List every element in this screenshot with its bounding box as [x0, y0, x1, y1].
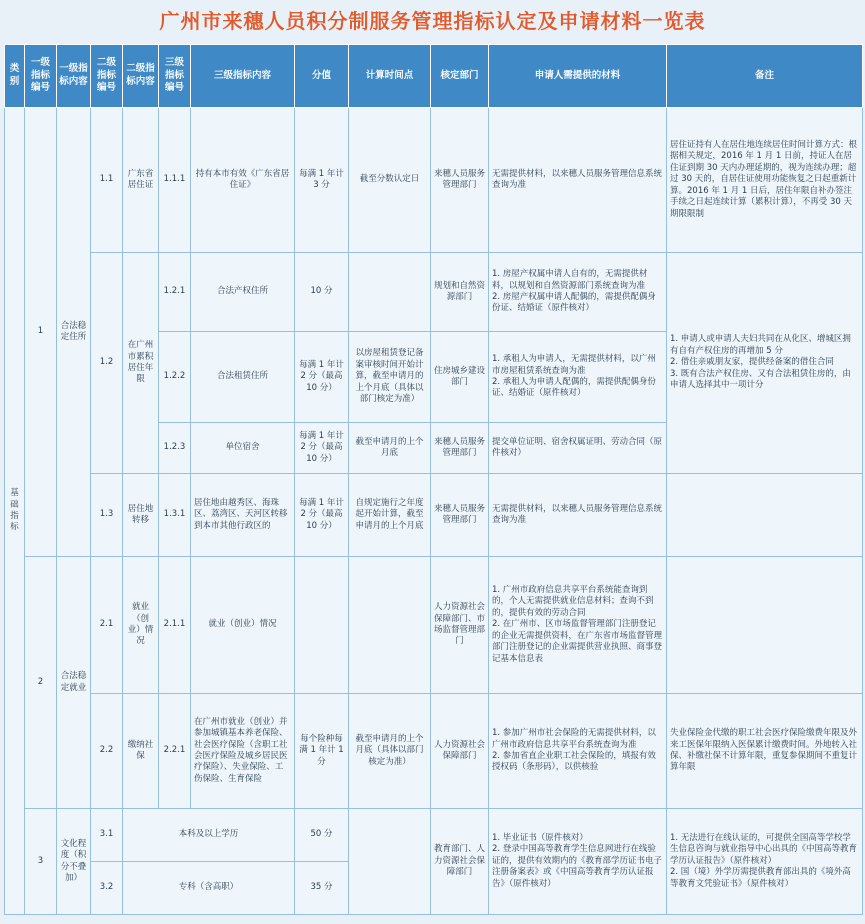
- l3-no-cell: 2.1.1: [159, 557, 191, 694]
- header-notes: 备注: [667, 45, 863, 108]
- dept-cell: 来穗人员服务管理部门: [431, 423, 489, 474]
- header-time-point: 计算时间点: [349, 45, 431, 108]
- dept-cell: 人力资源社会保障部门: [431, 694, 489, 809]
- l3-content-cell: 在广州市就业（创业）并参加城镇基本养老保险、社会医疗保险（含职工社会医疗保险及城乡居民医疗保险）、失业保险、工伤保险、生育保险: [191, 694, 295, 809]
- materials-cell: 无需提供材料，以来穗人员服务管理信息系统查询为准: [489, 474, 667, 557]
- score-cell: 每满 1 年计 2 分（最高 10 分）: [295, 423, 349, 474]
- score-cell: 50 分: [295, 809, 349, 862]
- l3-content-cell: 就业（创业）情况: [191, 557, 295, 694]
- materials-cell: 1. 广州市政府信息共享平台系统能查询到的，个人无需提供就业信息材料；查询不到的，提供有效的劳动合同 2. 在广州市、区市场监督管理部门注册登记的企业无需提供资料，在广东省市场监督管理部门注册登记的企业需提供营业执照、商事登记基本信息表: [489, 557, 667, 694]
- dept-cell: 来穗人员服务管理部门: [431, 108, 489, 253]
- header-score: 分值: [295, 45, 349, 108]
- materials-cell: 1. 参加广州市社会保险的无需提供材料，以广州市政府信息共享平台系统查询为准 2. 参加省直企业职工社会保险的，填报有效授权码（条形码），以供核验: [489, 694, 667, 809]
- l2-content-cell: 缴纳社保: [123, 694, 159, 809]
- score-cell: 每满 1 年计 2 分（最高 10 分）: [295, 332, 349, 423]
- l3-no-cell: 1.3.1: [159, 474, 191, 557]
- l3-content-cell: 合法产权住所: [191, 253, 295, 332]
- materials-cell: 无需提供材料，以来穗人员服务管理信息系统查询为准: [489, 108, 667, 253]
- l2-content-cell: 在广州市累积居住年限: [123, 253, 159, 474]
- dept-cell: 规划和自然资源部门: [431, 253, 489, 332]
- l2-content-cell: 就业（创业）情况: [123, 557, 159, 694]
- header-category: 类别: [5, 45, 25, 108]
- table-row: [5, 557, 863, 694]
- materials-cell: 1. 毕业证书（原件核对） 2. 登录中国高等教育学生信息网进行在线验证的，提供有效期内的《教育部学历证书电子注册备案表》或《中国高等教育学历认证报告》（原件核对）: [489, 809, 667, 915]
- notes-cell: [667, 557, 863, 694]
- table-header-row: [5, 45, 863, 108]
- score-cell: [295, 557, 349, 694]
- time-cell: 截至申请月的上个月底（具体以部门核定为准）: [349, 694, 431, 809]
- l3-content-cell: 专科（含高职）: [123, 862, 295, 915]
- notes-cell: 1. 申请人或申请人夫妇共同在从化区、增城区拥有自有产权住房的再增加 5 分 2. 借住亲戚朋友家，提供经备案的借住合同 3. 既有合法产权住房、又有合法租赁住房的，由申请人选择其中一项计分: [667, 253, 863, 474]
- l3-no-cell: 1.2.3: [159, 423, 191, 474]
- header-l2-no: 二级指标编号: [91, 45, 123, 108]
- table-row: [5, 694, 863, 809]
- time-cell: [349, 253, 431, 332]
- time-cell: 以房屋租赁登记备案审核时间开始计算，截至申请月的上个月底（具体以部门核定为准）: [349, 332, 431, 423]
- notes-cell: 失业保险金代缴的职工社会医疗保险缴费年限及外来工医保年限纳入医保累计缴费时间。外地转入社保、补缴社保不计算年限，重复参保期间不重复计算年限: [667, 694, 863, 809]
- l2-no-cell: 1.1: [91, 108, 123, 253]
- time-cell: [349, 809, 431, 915]
- l3-no-cell: 2.2.1: [159, 694, 191, 809]
- notes-cell: [667, 474, 863, 557]
- time-cell: 自规定施行之年度起开始计算，截至申请月的上个月底: [349, 474, 431, 557]
- score-cell: 每满 1 年计 2 分（最高 10 分）: [295, 474, 349, 557]
- time-cell: 截至分数认定日: [349, 108, 431, 253]
- l3-content-cell: 合法租赁住所: [191, 332, 295, 423]
- indicator-table: [4, 44, 863, 915]
- header-department: 核定部门: [431, 45, 489, 108]
- header-materials: 申请人需提供的材料: [489, 45, 667, 108]
- header-l2-content: 二级指标内容: [123, 45, 159, 108]
- header-l1-content: 一级指标内容: [57, 45, 91, 108]
- l2-no-cell: 3.1: [91, 809, 123, 862]
- table-row: [5, 809, 863, 862]
- page-title: 广州市来穗人员积分制服务管理指标认定及申请材料一览表: [159, 9, 706, 33]
- header-l3-content: 三级指标内容: [191, 45, 295, 108]
- materials-cell: 提交单位证明、宿舍权属证明、劳动合同（原件核对）: [489, 423, 667, 474]
- l1-no-cell: 2: [25, 557, 57, 809]
- l3-content-cell: 居住地由越秀区、海珠区、荔湾区、天河区转移到本市其他行政区的: [191, 474, 295, 557]
- l2-no-cell: 1.3: [91, 474, 123, 557]
- table-row: [5, 108, 863, 253]
- l1-no-cell: 1: [25, 108, 57, 557]
- l2-no-cell: 3.2: [91, 862, 123, 915]
- l1-content-cell: 合法稳定住所: [57, 108, 91, 557]
- time-cell: [349, 557, 431, 694]
- l2-no-cell: 2.2: [91, 694, 123, 809]
- l1-content-cell: 合法稳定就业: [57, 557, 91, 809]
- dept-cell: 人力资源社会保障部门、市场监督管理部门: [431, 557, 489, 694]
- notes-cell: 居住证持有人在居住地连续居住时间计算方式：根据相关规定，2016 年 1 月 1 日前，持证人在居住证到期 30 天内办理延期的，视为连续办理；超过 30 天的，自居住证使用功能恢复之日起重新计算。2016 年 1 月 1 日后，居住年限自补办签注手续之日起连续计算（累积计算），不再受 30 天期限限制: [667, 108, 863, 253]
- dept-cell: 来穗人员服务管理部门: [431, 474, 489, 557]
- table-row: [5, 474, 863, 557]
- dept-cell: 教育部门、人力资源社会保障部门: [431, 809, 489, 915]
- l2-no-cell: 1.2: [91, 253, 123, 474]
- dept-cell: 住房城乡建设部门: [431, 332, 489, 423]
- notes-cell: 1. 无法进行在线认证的，可提供全国高等学校学生信息咨询与就业指导中心出具的《中国高等教育学历认证报告》（原件核对） 2. 国（境）外学历需提供教育部出具的《境外高等教育文凭验证书》（原件核对）: [667, 809, 863, 915]
- header-l3-no: 三级指标编号: [159, 45, 191, 108]
- score-cell: 每个险种每满 1 年计 1 分: [295, 694, 349, 809]
- materials-cell: 1. 承租人为申请人，无需提供材料，以广州市房屋租赁系统查询为准 2. 承租人为申请人配偶的，需提供配偶身份证、结婚证（原件核对）: [489, 332, 667, 423]
- l1-no-cell: 3: [25, 809, 57, 915]
- table-row: [5, 253, 863, 332]
- l3-no-cell: 1.2.1: [159, 253, 191, 332]
- l2-content-cell: 居住地转移: [123, 474, 159, 557]
- l2-content-cell: 广东省居住证: [123, 108, 159, 253]
- l3-no-cell: 1.1.1: [159, 108, 191, 253]
- l3-content-cell: 持有本市有效《广东省居住证》: [191, 108, 295, 253]
- score-cell: 35 分: [295, 862, 349, 915]
- time-cell: 截至申请月的上个月底: [349, 423, 431, 474]
- score-cell: 10 分: [295, 253, 349, 332]
- l2-no-cell: 2.1: [91, 557, 123, 694]
- category-cell: 基础指标: [5, 108, 25, 915]
- materials-cell: 1. 房屋产权属申请人自有的，无需提供材料，以规划和自然资源部门系统查询为准 2. 房屋产权属申请人配偶的，需提供配偶身份证、结婚证（原件核对）: [489, 253, 667, 332]
- l3-content-cell: 本科及以上学历: [123, 809, 295, 862]
- l3-no-cell: 1.2.2: [159, 332, 191, 423]
- header-l1-no: 一级指标编号: [25, 45, 57, 108]
- score-cell: 每满 1 年计 3 分: [295, 108, 349, 253]
- l1-content-cell: 文化程度（积分不叠加）: [57, 809, 91, 915]
- l3-content-cell: 单位宿舍: [191, 423, 295, 474]
